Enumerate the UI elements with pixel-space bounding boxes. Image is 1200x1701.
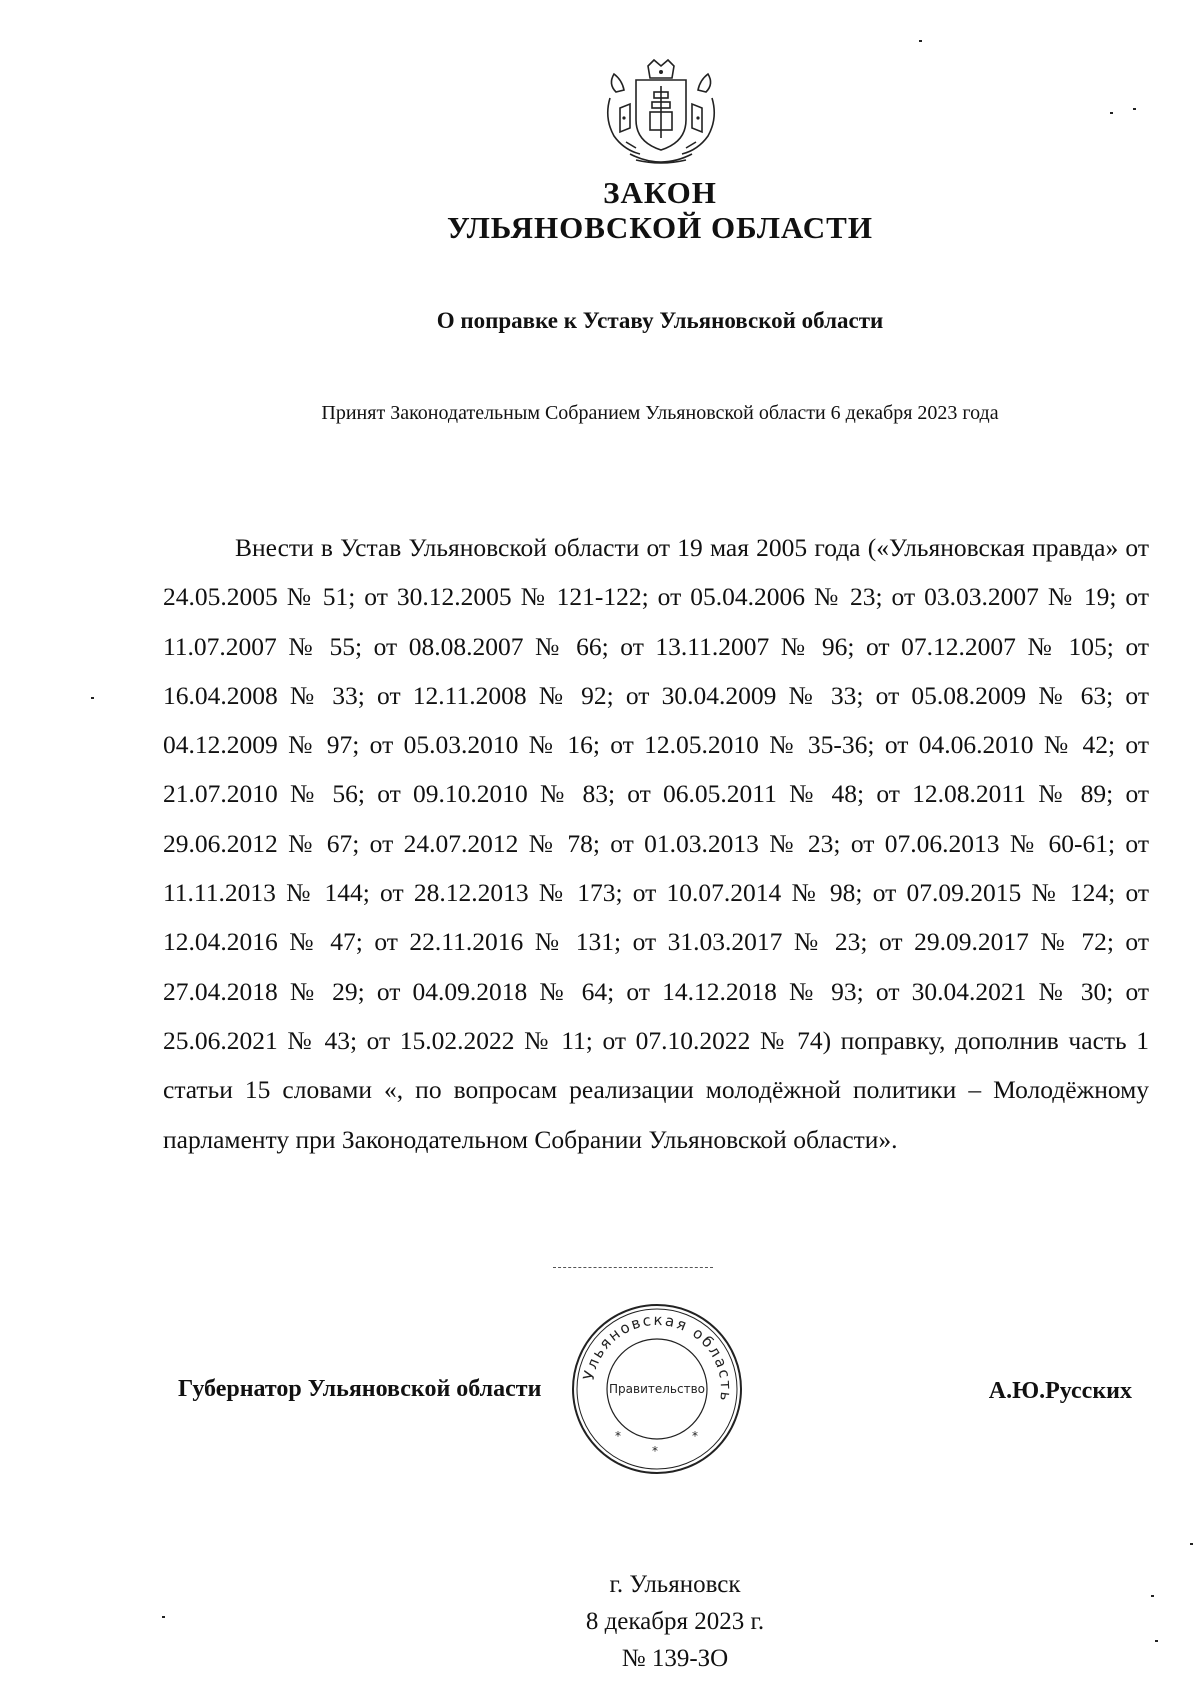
- separator-line: [553, 1267, 713, 1270]
- governor-name: А.Ю.Русских: [988, 1378, 1132, 1404]
- scan-speck: [1151, 1595, 1154, 1597]
- law-title-line2: УЛЬЯНОВСКОЙ ОБЛАСТИ: [447, 210, 873, 245]
- scan-speck: [91, 697, 94, 699]
- law-title-line1: ЗАКОН: [603, 175, 717, 210]
- scan-speck: [919, 40, 922, 42]
- scan-speck: [1155, 1640, 1158, 1642]
- law-number: № 139-ЗО: [621, 1645, 729, 1672]
- signing-date: 8 декабря 2023 г.: [585, 1608, 765, 1635]
- scan-speck: [1133, 108, 1136, 110]
- scan-speck: [162, 1616, 165, 1618]
- official-seal-stamp: [568, 1300, 746, 1478]
- law-subject: О поправке к Уставу Ульяновской области: [436, 308, 884, 333]
- svg-text:*: *: [692, 1429, 698, 1443]
- coat-of-arms-emblem: [600, 58, 722, 168]
- scan-speck: [1110, 112, 1113, 114]
- signing-city: г. Ульяновск: [609, 1571, 741, 1598]
- adoption-line: Принят Законодательным Собранием Ульяновской области 6 декабря 2023 года: [321, 402, 999, 424]
- law-body-paragraph: Внести в Устав Ульяновской области от 19 мая 2005 года («Ульяновская правда» от 24.05.2005 № 51; от 30.12.2005 № 121-122; от 05.04.2006 № 23; от 03.03.2007 № 19; от 11.07.2007 № 55; от 08.08.2007 № 66; от 13.11.2007 № 96; от 07.12.2007 № 105; от 16.04.2008 № 33; от 12.11.2008 № 92; от 30.04.2009 № 33; от 05.08.2009 № 63; от 04.12.2009 № 97; от 05.03.2010 № 16; от 12.05.2010 № 35-36; от 04.06.2010 № 42; от 21.07.2010 № 56; от 09.10.2010 № 83; от 06.05.2011 № 48; от 12.08.2011 № 89; от 29.06.2012 № 67; от 24.07.2012 № 78; от 01.03.2013 № 23; от 07.06.2013 № 60-61; от 11.11.2013 № 144; от 28.12.2013 № 173; от 10.07.2014 № 98; от 07.09.2015 № 124; от 12.04.2016 № 47; от 22.11.2016 № 131; от 31.03.2017 № 23; от 29.09.2017 № 72; от 27.04.2018 № 29; от 04.09.2018 № 64; от 14.12.2018 № 93; от 30.04.2021 № 30; от 25.06.2021 № 43; от 15.02.2022 № 11; от 07.10.2022 № 74) поправку, дополнив часть 1 статьи 15 словами «, по вопросам реализации молодёжной политики – Молодёжному парламенту при Законодательном Собрании Ульяновской области».: [163, 533, 1149, 1154]
- svg-text:*: *: [652, 1444, 658, 1458]
- seal-ring-text: Ульяновская область: [579, 1310, 736, 1404]
- scan-speck: [1190, 1543, 1193, 1545]
- seal-center-text: Правительство: [609, 1382, 705, 1396]
- svg-text:*: *: [615, 1429, 621, 1443]
- governor-title: Губернатор Ульяновской области: [178, 1376, 542, 1402]
